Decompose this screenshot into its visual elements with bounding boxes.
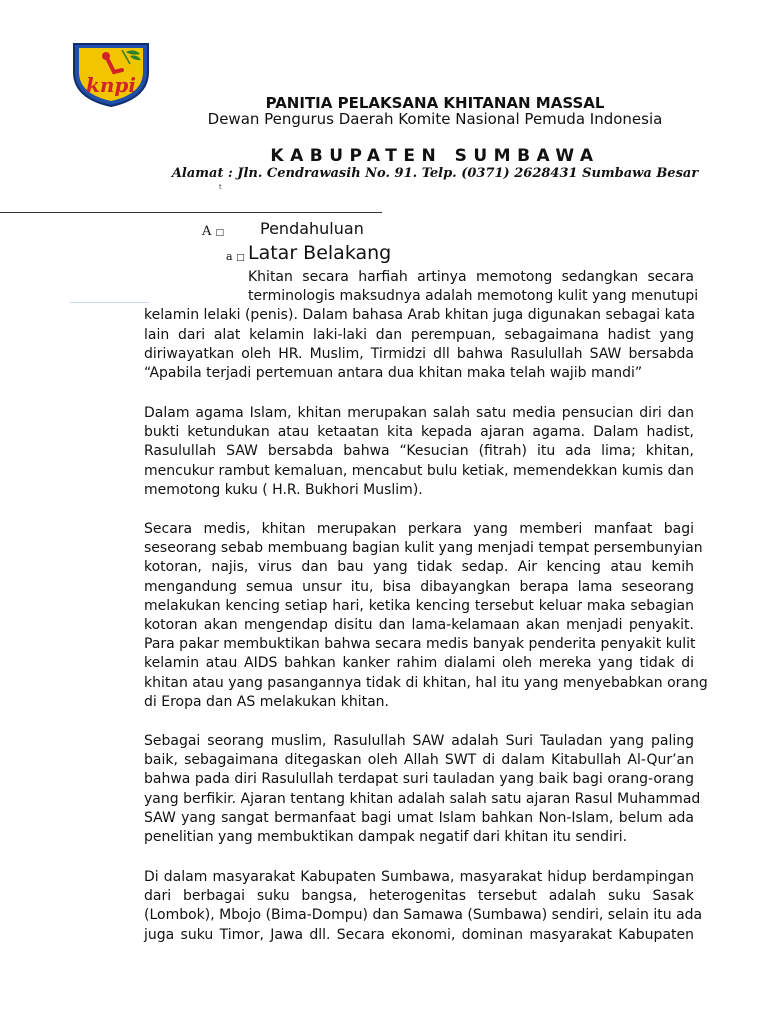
org-subtitle: Dewan Pengurus Daerah Komite Nasional Pemuda Indonesia xyxy=(207,110,663,128)
text-line: Para pakar membuktikan bahwa secara medis banyak penderita penyakit kulit xyxy=(144,636,696,653)
text-line: khitan atau yang pasangannya tidak di khitan, hal itu yang menyebabkan orang xyxy=(144,674,708,691)
text-line: juga suku Timor, Jawa dll. Secara ekonomi, dominan masyarakat Kabupaten xyxy=(144,926,694,943)
text-line: “Apabila terjadi pertemuan antara dua khitan maka telah wajib mandi” xyxy=(144,365,643,382)
text-line: diriwayatkan oleh HR. Muslim, Tirmidzi dll bahwa Rasulullah SAW bersabda xyxy=(144,345,694,362)
text-line: bahwa pada diri Rasulullah terdapat suri tauladan yang baik bagi orang-orang xyxy=(144,771,694,788)
text-line: melakukan kencing setiap hari, ketika kencing tersebut keluar maka sebagian xyxy=(144,597,694,614)
address-line: Alamat : Jln. Cendrawasih No. 91. Telp. (0371) 2628431 Sumbawa Besar xyxy=(171,166,699,181)
text-line: Dalam agama Islam, khitan merupakan salah satu media pensucian diri dan xyxy=(144,405,694,421)
text-line: penelitian yang membuktikan dampak negatif dari khitan itu sendiri. xyxy=(144,829,628,846)
text-line: Sebagai seorang muslim, Rasulullah SAW adalah Suri Tauladan yang paling xyxy=(144,733,694,749)
text-line: memotong kuku ( H.R. Bukhori Muslim). xyxy=(144,481,423,498)
paragraph-1 xyxy=(144,268,699,383)
text-line: dari berbagai suku bangsa, heterogenitas tersebut adalah suku Sasak xyxy=(144,888,694,905)
header-divider xyxy=(0,212,382,213)
text-line: baik, sebagaimana ditegaskan oleh Allah SWT di dalam Kitabullah Al-Qur’an xyxy=(144,752,694,769)
knpi-logo xyxy=(70,42,152,108)
text-line: yang berfikir. Ajaran tentang khitan adalah salah satu ajaran Rasul Muhammad xyxy=(144,790,701,807)
text-line: mencukur rambut kemaluan, mencabut bulu ketiak, memendekkan kumis dan xyxy=(144,462,694,479)
knpi-emblem-icon xyxy=(70,42,152,108)
text-line: Di dalam masyarakat Kabupaten Sumbawa, masyarakat hidup berdampingan xyxy=(144,869,694,885)
text-line: kelamin lelaki (penis). Dalam bahasa Arab khitan juga digunakan sebagai kata xyxy=(144,307,696,324)
text-line: bukti ketundukan atau ketaatan kita kepada ajaran agama. Dalam hadist, xyxy=(144,424,694,441)
text-line: kelamin atau AIDS bahkan kanker rahim dialami oleh mereka yang tidak di xyxy=(144,655,694,672)
subsection-marker: a □ xyxy=(226,250,245,263)
text-line: Rasulullah SAW bersabda bahwa “Kesucian (fitrah) itu ada lima; khitan, xyxy=(144,443,694,460)
text-line: seseorang sebab membuang bagian kulit yang menjadi tempat persembunyian xyxy=(144,540,703,557)
text-line: kotoran, najis, virus dan bau yang tidak sedap. Air kencing atau kemih xyxy=(144,559,694,576)
text-line: Secara medis, khitan merupakan perkara yang memberi manfaat bagi xyxy=(144,521,694,537)
paragraph-5 xyxy=(144,868,703,945)
text-line: (Lombok), Mbojo (Bima-Dompu) dan Samawa (Sumbawa) sendiri, selain itu ada xyxy=(144,907,703,924)
faint-divider xyxy=(70,302,150,303)
paragraph-4 xyxy=(144,732,701,847)
region-title: KABUPATEN SUMBAWA xyxy=(270,146,600,166)
text-line: SAW yang sangat bermanfaat bagi umat Islam bahkan Non-Islam, belum ada xyxy=(144,809,694,826)
org-title: PANITIA PELAKSANA KHITANAN MASSAL xyxy=(265,94,605,112)
text-line: mengandung semua unsur itu, bisa dibayangkan berapa lama seseorang xyxy=(144,578,694,595)
text-line: di Eropa dan AS melakukan khitan. xyxy=(144,693,389,710)
section-title: Pendahuluan xyxy=(260,219,364,238)
paragraph-2 xyxy=(144,404,694,500)
stray-mark: t xyxy=(219,183,222,191)
logo-text: knpi xyxy=(86,73,136,97)
section-marker: A □ xyxy=(202,224,225,239)
text-line: lain dari alat kelamin laki-laki dan perempuan, sebagaimana hadist yang xyxy=(144,326,694,343)
text-line: Khitan secara harfiah artinya memotong sedangkan secara xyxy=(248,269,694,285)
text-line: kotoran akan mengendap disitu dan lama-kelamaan akan menjadi penyakit. xyxy=(144,617,694,634)
paragraph-3 xyxy=(144,520,708,712)
text-line: terminologis maksudnya adalah memotong kulit yang menutupi xyxy=(248,288,699,305)
subsection-title: Latar Belakang xyxy=(248,242,392,264)
